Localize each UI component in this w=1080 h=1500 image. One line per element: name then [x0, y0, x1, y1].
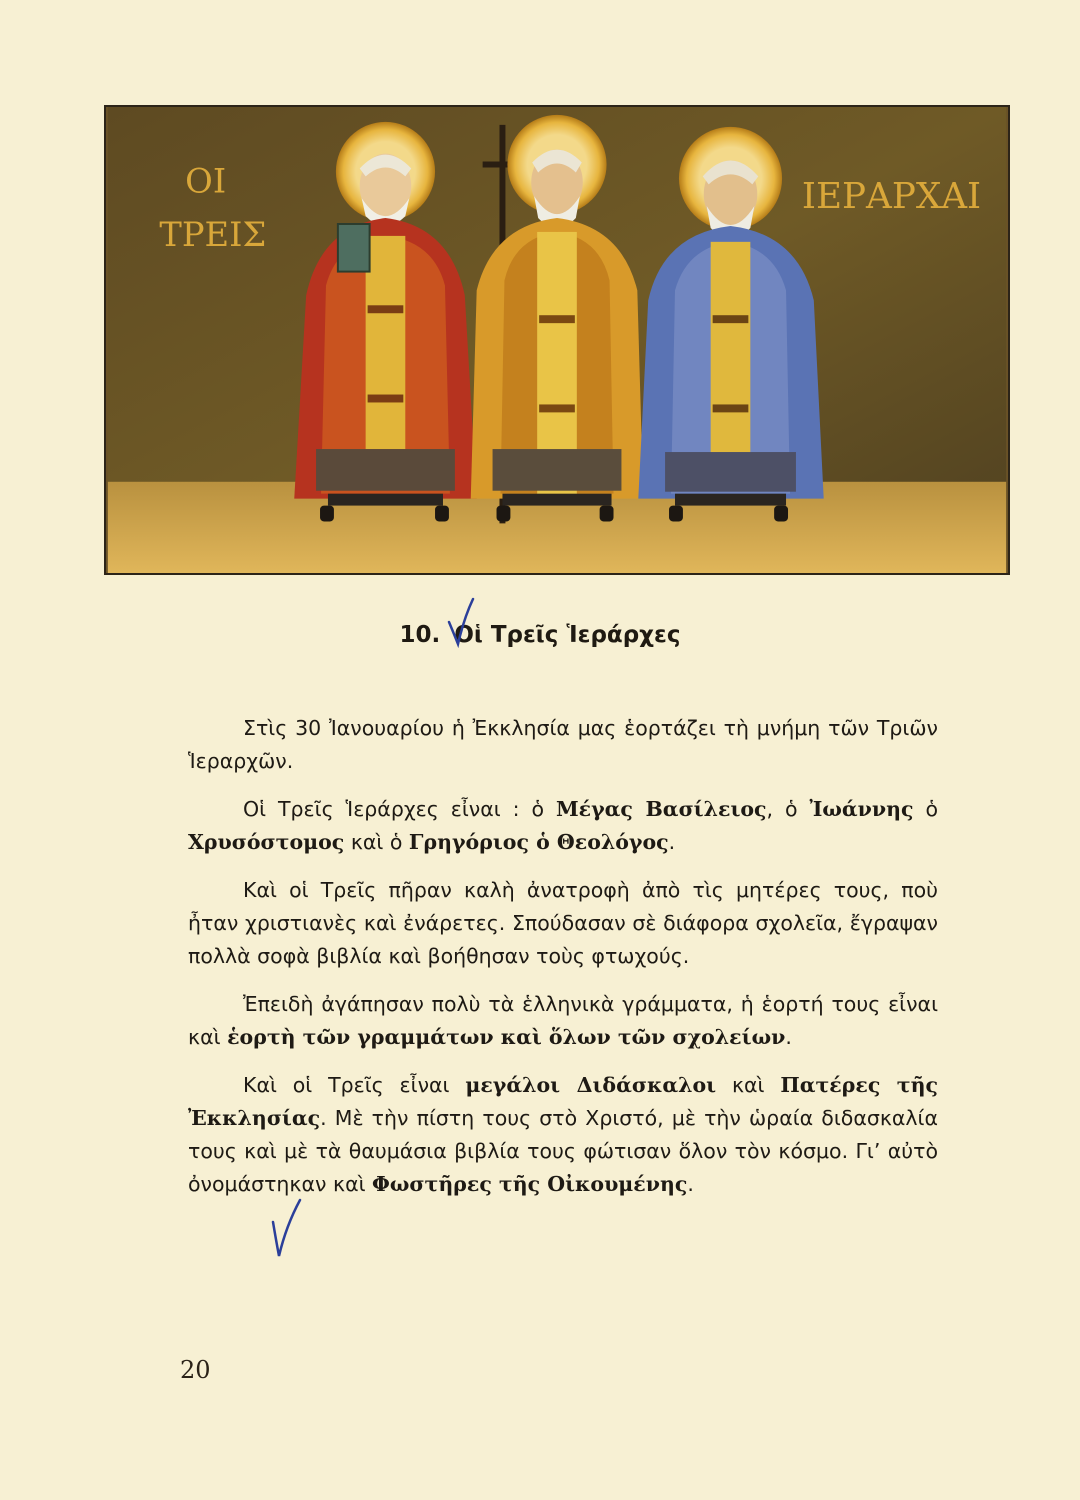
paragraph-3: Καὶ οἱ Τρεῖς πῆραν καλὴ ἀνατροφὴ ἀπὸ τὶς μητέρες τους, ποὺ ἦταν χριστιανὲς καὶ ἐνάρετες. Σπούδασαν σὲ διάφορα σχολεῖα, ἔγραψαν πολλὰ σοφὰ βιβλία καὶ βοήθησαν τοὺς φτωχούς. [188, 878, 938, 968]
chapter-title: Οἱ Τρεῖς Ἱεράρχες [454, 622, 681, 648]
paragraph-2: Οἱ Τρεῖς Ἱεράρχες εἶναι : ὁ Μέγας Βασίλειος, ὁ Ἰωάννης ὁ Χρυσόστομος καὶ ὁ Γρηγόριος ὁ Θεολόγος. [188, 797, 938, 854]
chapter-number: 10. [399, 622, 441, 648]
three-hierarchs-illustration [104, 105, 1010, 575]
svg-text:ΤΡΕΙΣ: ΤΡΕΙΣ [159, 214, 267, 254]
paragraph-5: Καὶ οἱ Τρεῖς εἶναι μεγάλοι Διδάσκαλοι καὶ Πατέρες τῆς Ἐκκλησίας. Μὲ τὴν πίστη τους στὸ Χριστό, μὲ τὴν ὡραία διδασκαλία τους καὶ μὲ τὰ θαυμάσια βιβλία τους φώτισαν ὅλον τὸν κόσμο. Γι’ αὐτὸ ὀνομάστηκαν καὶ Φωστῆρες τῆς Οἰκουμένης. [188, 1073, 938, 1196]
svg-text:ΟΙ: ΟΙ [185, 161, 227, 201]
paragraph-1: Στὶς 30 Ἰανουαρίου ἡ Ἐκκλησία μας ἑορτάζει τὴ μνήμη τῶν Τριῶν Ἱεραρχῶν. [188, 716, 938, 773]
body-text [188, 712, 938, 1216]
chapter-heading [0, 622, 1080, 648]
inscription-right: ΙΕΡΑΡΧΑΙ [801, 176, 982, 218]
page-number: 20 [180, 1356, 211, 1384]
paragraph-4: Ἐπειδὴ ἀγάπησαν πολὺ τὰ ἑλληνικὰ γράμματα, ἡ ἑορτή τους εἶναι καὶ ἑορτὴ τῶν γραμμάτων καὶ ὅλων τῶν σχολείων. [188, 992, 938, 1049]
